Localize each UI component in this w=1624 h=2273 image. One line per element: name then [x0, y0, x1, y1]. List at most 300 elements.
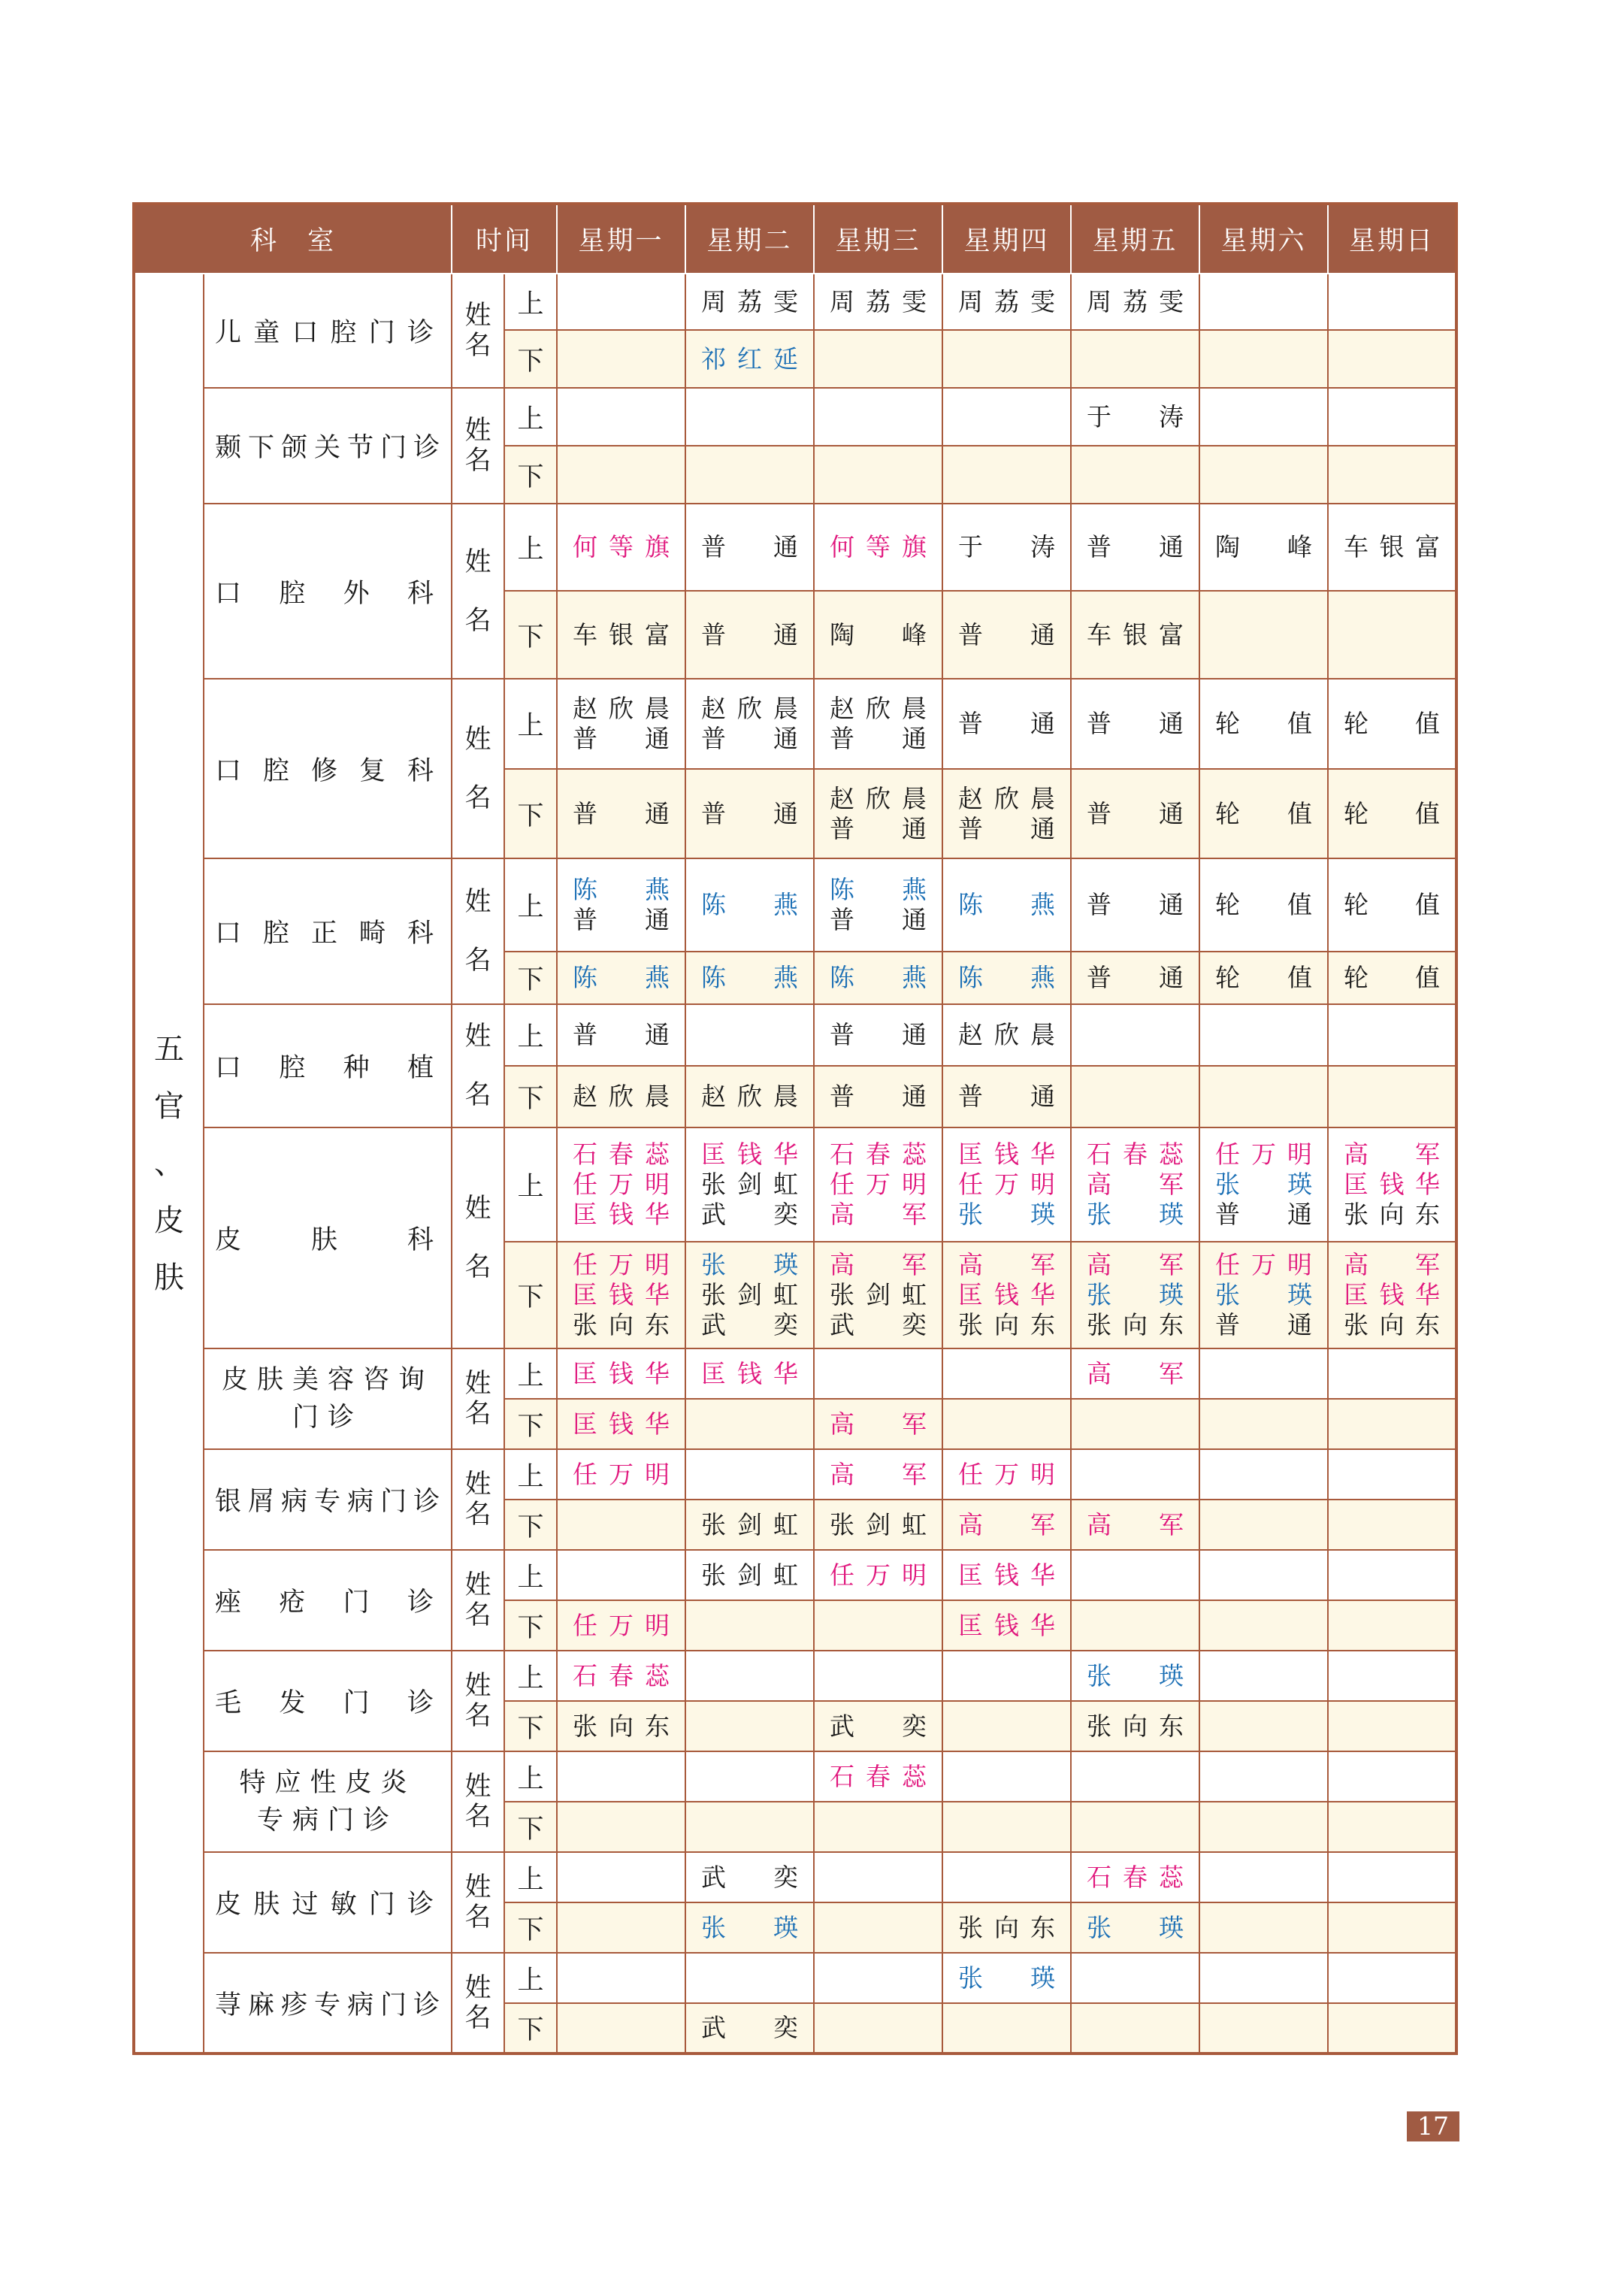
schedule-body [134, 274, 1456, 2054]
doctor-name: 普 通 [957, 813, 1055, 843]
schedule-cell [942, 1066, 1071, 1127]
doctor-name: 轮 值 [1214, 963, 1312, 992]
doctor-name: 武 奕 [701, 2013, 798, 2042]
doctor-name: 任 万 明 [573, 1250, 670, 1279]
period-label: 上 [504, 1348, 557, 1399]
schedule-cell [1328, 679, 1456, 769]
doctor-name: 张 向 东 [957, 1912, 1055, 1942]
schedule-cell [942, 858, 1071, 952]
period-label: 上 [504, 1852, 557, 1902]
doctor-name: 任 万 明 [1214, 1140, 1312, 1169]
schedule-cell [942, 679, 1071, 769]
name-label: 姓 名 [452, 504, 504, 679]
schedule-cell [685, 1600, 814, 1651]
doctor-name: 轮 值 [1214, 709, 1312, 738]
schedule-cell [814, 1651, 942, 1701]
doctor-name: 匡 钱 华 [957, 1140, 1055, 1169]
name-label: 姓 名 [452, 388, 504, 504]
doctor-name: 高 军 [1086, 1358, 1184, 1388]
schedule-cell [557, 952, 685, 1004]
period-label: 下 [504, 1902, 557, 1953]
schedule-cell [557, 1004, 685, 1066]
header-row [134, 204, 1456, 274]
category-label: 五 官 、 皮 肤 [134, 274, 204, 2054]
schedule-cell [1071, 1449, 1199, 1500]
schedule-cell [1199, 2003, 1328, 2054]
period-label: 下 [504, 769, 557, 858]
header-day: 星期五 [1071, 204, 1199, 274]
doctor-name: 赵 欣 晨 [573, 694, 670, 723]
schedule-cell [1071, 1852, 1199, 1902]
department-name: 皮肤美容咨询 门诊 [204, 1348, 452, 1449]
schedule-cell [1199, 1751, 1328, 1802]
doctor-name: 赵 欣 晨 [957, 783, 1055, 813]
schedule-cell [814, 1802, 942, 1852]
doctor-name: 车 银 富 [573, 619, 670, 649]
schedule-cell [1071, 330, 1199, 388]
doctor-name: 高 军 [830, 1200, 927, 1229]
doctor-name: 陶 峰 [1214, 532, 1312, 561]
doctor-name: 匡 钱 华 [701, 1358, 798, 1388]
schedule-cell [814, 1066, 942, 1127]
schedule-cell [557, 1399, 685, 1449]
schedule-cell [814, 388, 942, 446]
schedule-cell [557, 679, 685, 769]
schedule-cell [685, 1651, 814, 1701]
doctor-name: 普 通 [573, 798, 670, 828]
schedule-cell [1199, 1651, 1328, 1701]
doctor-name: 石 春 蕊 [830, 1140, 927, 1169]
schedule-cell [1199, 591, 1328, 679]
doctor-name: 赵 欣 晨 [830, 783, 927, 813]
schedule-cell [685, 952, 814, 1004]
schedule-cell [1071, 1242, 1199, 1348]
schedule-cell [1071, 2003, 1199, 2054]
doctor-name: 普 通 [701, 619, 798, 649]
schedule-cell [1071, 1004, 1199, 1066]
schedule-cell [685, 1802, 814, 1852]
department-name: 口 腔 种 植 [204, 1004, 452, 1127]
name-label: 姓 名 [452, 1651, 504, 1751]
doctor-name: 高 军 [830, 1459, 927, 1489]
schedule-row [134, 858, 1456, 952]
schedule-cell [814, 1852, 942, 1902]
schedule-cell [814, 1399, 942, 1449]
doctor-name: 于 涛 [957, 532, 1055, 561]
period-label: 下 [504, 952, 557, 1004]
schedule-cell [1071, 504, 1199, 591]
doctor-name: 普 通 [573, 905, 670, 934]
schedule-cell [1328, 274, 1456, 330]
schedule-cell [557, 1127, 685, 1242]
schedule-cell [1328, 1242, 1456, 1348]
period-label: 下 [504, 1066, 557, 1127]
schedule-cell [942, 274, 1071, 330]
doctor-name: 任 万 明 [1214, 1250, 1312, 1279]
doctor-name: 何 等 旗 [830, 532, 927, 561]
period-label: 下 [504, 330, 557, 388]
schedule-cell [685, 1004, 814, 1066]
schedule-cell [557, 1550, 685, 1600]
name-label: 姓 名 [452, 274, 504, 388]
schedule-cell [942, 2003, 1071, 2054]
header-day: 星期三 [814, 204, 942, 274]
doctor-name: 赵 欣 晨 [701, 1082, 798, 1111]
doctor-name: 匡 钱 华 [573, 1280, 670, 1309]
schedule-cell [1199, 769, 1328, 858]
schedule-cell [942, 1953, 1071, 2003]
period-label: 下 [504, 446, 557, 504]
doctor-name: 武 奕 [701, 1200, 798, 1229]
doctor-name: 普 通 [830, 1020, 927, 1049]
schedule-cell [814, 769, 942, 858]
period-label: 上 [504, 1651, 557, 1701]
department-name: 银 屑 病 专 病 门 诊 [204, 1449, 452, 1550]
schedule-cell [942, 1651, 1071, 1701]
schedule-cell [557, 1852, 685, 1902]
doctor-name: 石 春 蕊 [1086, 1140, 1184, 1169]
schedule-cell [1199, 330, 1328, 388]
schedule-cell [1328, 388, 1456, 446]
period-label: 下 [504, 1600, 557, 1651]
schedule-cell [557, 1066, 685, 1127]
doctor-name: 匡 钱 华 [573, 1409, 670, 1439]
schedule-cell [1071, 1500, 1199, 1550]
doctor-name: 匡 钱 华 [573, 1200, 670, 1229]
doctor-name: 高 军 [830, 1409, 927, 1439]
doctor-name: 普 通 [1214, 1200, 1312, 1229]
schedule-cell [1328, 1399, 1456, 1449]
schedule-cell [685, 330, 814, 388]
schedule-cell [1328, 1651, 1456, 1701]
doctor-name: 匡 钱 华 [957, 1610, 1055, 1640]
schedule-cell [1328, 1500, 1456, 1550]
doctor-name: 张 向 东 [1343, 1200, 1440, 1229]
doctor-name: 普 通 [1086, 798, 1184, 828]
schedule-cell [1199, 1004, 1328, 1066]
schedule-cell [814, 1600, 942, 1651]
schedule-cell [814, 952, 942, 1004]
schedule-cell [814, 1348, 942, 1399]
doctor-name: 陶 峰 [830, 619, 927, 649]
schedule-row [134, 1127, 1456, 1242]
doctor-name: 陈 燕 [830, 875, 927, 904]
schedule-cell [557, 1953, 685, 2003]
schedule-cell [685, 1399, 814, 1449]
doctor-name: 普 通 [701, 532, 798, 561]
schedule-cell [685, 1500, 814, 1550]
schedule-cell [814, 2003, 942, 2054]
schedule-cell [814, 1953, 942, 2003]
schedule-cell [685, 1242, 814, 1348]
doctor-name: 张 剑 虹 [701, 1170, 798, 1199]
schedule-cell [814, 274, 942, 330]
doctor-name: 周 荔 雯 [1086, 286, 1184, 316]
schedule-cell [942, 330, 1071, 388]
doctor-name: 普 通 [701, 724, 798, 753]
schedule-cell [557, 504, 685, 591]
schedule-cell [685, 1066, 814, 1127]
schedule-cell [1199, 858, 1328, 952]
doctor-name: 高 军 [830, 1250, 927, 1279]
doctor-name: 轮 值 [1214, 890, 1312, 919]
header-dept: 科 室 [134, 204, 452, 274]
period-label: 下 [504, 1399, 557, 1449]
doctor-name: 匡 钱 华 [957, 1560, 1055, 1590]
header-day: 星期二 [685, 204, 814, 274]
schedule-cell [942, 388, 1071, 446]
doctor-name: 张 瑛 [1214, 1280, 1312, 1309]
department-name: 荨 麻 疹 专 病 门 诊 [204, 1953, 452, 2054]
schedule-cell [685, 1902, 814, 1953]
schedule-cell [1328, 1852, 1456, 1902]
name-label: 姓 名 [452, 1550, 504, 1651]
schedule-cell [685, 274, 814, 330]
period-label: 下 [504, 591, 557, 679]
schedule-cell [557, 330, 685, 388]
department-name: 皮 肤 过 敏 门 诊 [204, 1852, 452, 1953]
doctor-name: 祁 红 延 [701, 344, 798, 374]
department-name: 颞 下 颌 关 节 门 诊 [204, 388, 452, 504]
department-name: 毛 发 门 诊 [204, 1651, 452, 1751]
department-name: 皮 肤 科 [204, 1127, 452, 1348]
doctor-name: 赵 欣 晨 [701, 694, 798, 723]
period-label: 上 [504, 1953, 557, 2003]
schedule-cell [942, 446, 1071, 504]
schedule-row [134, 1550, 1456, 1600]
schedule-cell [1071, 1902, 1199, 1953]
doctor-name: 高 军 [1086, 1170, 1184, 1199]
doctor-name: 张 剑 虹 [701, 1560, 798, 1590]
doctor-name: 陈 燕 [701, 963, 798, 992]
doctor-name: 武 奕 [701, 1310, 798, 1339]
schedule-cell [685, 591, 814, 679]
schedule-cell [685, 1701, 814, 1751]
doctor-name: 何 等 旗 [573, 532, 670, 561]
name-label: 姓 名 [452, 1127, 504, 1348]
doctor-name: 普 通 [957, 619, 1055, 649]
schedule-cell [942, 1902, 1071, 1953]
doctor-name: 车 银 富 [1086, 619, 1184, 649]
header-time: 时间 [452, 204, 557, 274]
schedule-cell [1328, 330, 1456, 388]
schedule-cell [1071, 1127, 1199, 1242]
doctor-name: 普 通 [830, 1082, 927, 1111]
doctor-name: 轮 值 [1343, 798, 1440, 828]
schedule-cell [1328, 1953, 1456, 2003]
schedule-cell [685, 2003, 814, 2054]
schedule-cell [557, 1500, 685, 1550]
doctor-name: 张 剑 虹 [830, 1509, 927, 1539]
period-label: 上 [504, 388, 557, 446]
doctor-name: 张 瑛 [1086, 1912, 1184, 1942]
schedule-cell [685, 1127, 814, 1242]
schedule-cell [557, 1701, 685, 1751]
doctor-name: 轮 值 [1343, 890, 1440, 919]
schedule-cell [1071, 1066, 1199, 1127]
schedule-cell [1071, 858, 1199, 952]
schedule-cell [685, 1953, 814, 2003]
schedule-cell [1328, 858, 1456, 952]
schedule-cell [685, 446, 814, 504]
schedule-cell [557, 1242, 685, 1348]
schedule-cell [942, 1751, 1071, 1802]
doctor-name: 陈 燕 [830, 963, 927, 992]
doctor-name: 张 剑 虹 [701, 1280, 798, 1309]
schedule-cell [557, 591, 685, 679]
department-name: 儿 童 口 腔 门 诊 [204, 274, 452, 388]
schedule-cell [557, 1751, 685, 1802]
schedule-cell [685, 858, 814, 952]
doctor-name: 普 通 [830, 724, 927, 753]
schedule-cell [557, 1348, 685, 1399]
period-label: 上 [504, 1004, 557, 1066]
schedule-cell [1199, 274, 1328, 330]
period-label: 下 [504, 1500, 557, 1550]
doctor-name: 陈 燕 [701, 890, 798, 919]
name-label: 姓 名 [452, 1348, 504, 1449]
schedule-cell [1199, 1500, 1328, 1550]
schedule-cell [814, 591, 942, 679]
doctor-name: 高 军 [1086, 1250, 1184, 1279]
header-day: 星期六 [1199, 204, 1328, 274]
schedule-cell [1199, 1242, 1328, 1348]
doctor-name: 陈 燕 [957, 963, 1055, 992]
schedule-cell [814, 1550, 942, 1600]
schedule-cell [557, 1802, 685, 1852]
doctor-name: 武 奕 [701, 1862, 798, 1892]
schedule-row [134, 504, 1456, 591]
doctor-name: 普 通 [701, 798, 798, 828]
period-label: 上 [504, 274, 557, 330]
doctor-name: 普 通 [957, 709, 1055, 738]
schedule-cell [557, 388, 685, 446]
schedule-cell [557, 1651, 685, 1701]
schedule-cell [557, 446, 685, 504]
schedule-cell [685, 1852, 814, 1902]
schedule-cell [942, 1004, 1071, 1066]
doctor-name: 普 通 [1086, 890, 1184, 919]
schedule-row [134, 1348, 1456, 1399]
schedule-cell [557, 274, 685, 330]
doctor-name: 武 奕 [830, 1711, 927, 1741]
doctor-name: 张 向 东 [1086, 1310, 1184, 1339]
schedule-cell [685, 1751, 814, 1802]
schedule-cell [1328, 1701, 1456, 1751]
schedule-cell [1071, 1550, 1199, 1600]
doctor-name: 张 瑛 [957, 1963, 1055, 1993]
schedule-row [134, 679, 1456, 769]
doctor-name: 任 万 明 [957, 1459, 1055, 1489]
schedule-cell [1199, 1701, 1328, 1751]
name-label: 姓 名 [452, 1449, 504, 1550]
doctor-name: 高 军 [957, 1509, 1055, 1539]
doctor-name: 普 通 [1214, 1310, 1312, 1339]
doctor-name: 陈 燕 [573, 875, 670, 904]
doctor-name: 车 银 富 [1343, 532, 1440, 561]
schedule-cell [557, 769, 685, 858]
department-name: 口 腔 正 畸 科 [204, 858, 452, 1004]
schedule-cell [1071, 1953, 1199, 2003]
schedule-cell [685, 769, 814, 858]
doctor-name: 张 瑛 [1086, 1200, 1184, 1229]
schedule-table [132, 202, 1458, 2055]
doctor-name: 周 荔 雯 [830, 286, 927, 316]
schedule-row [134, 274, 1456, 330]
schedule-cell [685, 504, 814, 591]
doctor-name: 匡 钱 华 [1343, 1280, 1440, 1309]
period-label: 上 [504, 1550, 557, 1600]
doctor-name: 张 向 东 [957, 1310, 1055, 1339]
schedule-cell [942, 1348, 1071, 1399]
schedule-cell [942, 1550, 1071, 1600]
schedule-cell [814, 1751, 942, 1802]
schedule-cell [1328, 1348, 1456, 1399]
department-name: 口 腔 外 科 [204, 504, 452, 679]
schedule-cell [1071, 1701, 1199, 1751]
schedule-row [134, 1651, 1456, 1701]
doctor-name: 张 向 东 [1343, 1310, 1440, 1339]
schedule-cell [1199, 446, 1328, 504]
schedule-cell [557, 1902, 685, 1953]
schedule-cell [1328, 1550, 1456, 1600]
schedule-cell [814, 1127, 942, 1242]
schedule-cell [1328, 1600, 1456, 1651]
doctor-name: 张 瑛 [1086, 1280, 1184, 1309]
doctor-name: 匡 钱 华 [957, 1280, 1055, 1309]
schedule-cell [1328, 1127, 1456, 1242]
doctor-name: 张 瑛 [701, 1250, 798, 1279]
schedule-cell [1071, 1651, 1199, 1701]
schedule-cell [685, 679, 814, 769]
schedule-cell [814, 330, 942, 388]
department-name: 特应性皮炎 专病门诊 [204, 1751, 452, 1852]
schedule-cell [942, 1500, 1071, 1550]
name-label: 姓 名 [452, 858, 504, 1004]
schedule-cell [557, 858, 685, 952]
doctor-name: 普 通 [957, 1082, 1055, 1111]
doctor-name: 任 万 明 [573, 1610, 670, 1640]
schedule-cell [1328, 1004, 1456, 1066]
schedule-cell [814, 1500, 942, 1550]
schedule-cell [1199, 1902, 1328, 1953]
schedule-cell [814, 679, 942, 769]
schedule-row [134, 1004, 1456, 1066]
header-day: 星期四 [942, 204, 1071, 274]
schedule-cell [1071, 388, 1199, 446]
schedule-cell [1199, 679, 1328, 769]
schedule-cell [942, 1701, 1071, 1751]
schedule-cell [1328, 2003, 1456, 2054]
period-label: 下 [504, 2003, 557, 2054]
schedule-cell [1328, 1802, 1456, 1852]
doctor-name: 普 通 [1086, 963, 1184, 992]
schedule-cell [685, 1550, 814, 1600]
doctor-name: 普 通 [1086, 532, 1184, 561]
schedule-cell [1199, 1802, 1328, 1852]
doctor-name: 周 荔 雯 [957, 286, 1055, 316]
doctor-name: 陈 燕 [573, 963, 670, 992]
schedule-cell [1071, 1399, 1199, 1449]
doctor-name: 张 向 东 [573, 1310, 670, 1339]
doctor-name: 周 荔 雯 [701, 286, 798, 316]
schedule-cell [942, 1852, 1071, 1902]
doctor-name: 任 万 明 [830, 1560, 927, 1590]
schedule-cell [685, 388, 814, 446]
schedule-cell [1328, 1751, 1456, 1802]
period-label: 上 [504, 1449, 557, 1500]
doctor-name: 任 万 明 [830, 1170, 927, 1199]
